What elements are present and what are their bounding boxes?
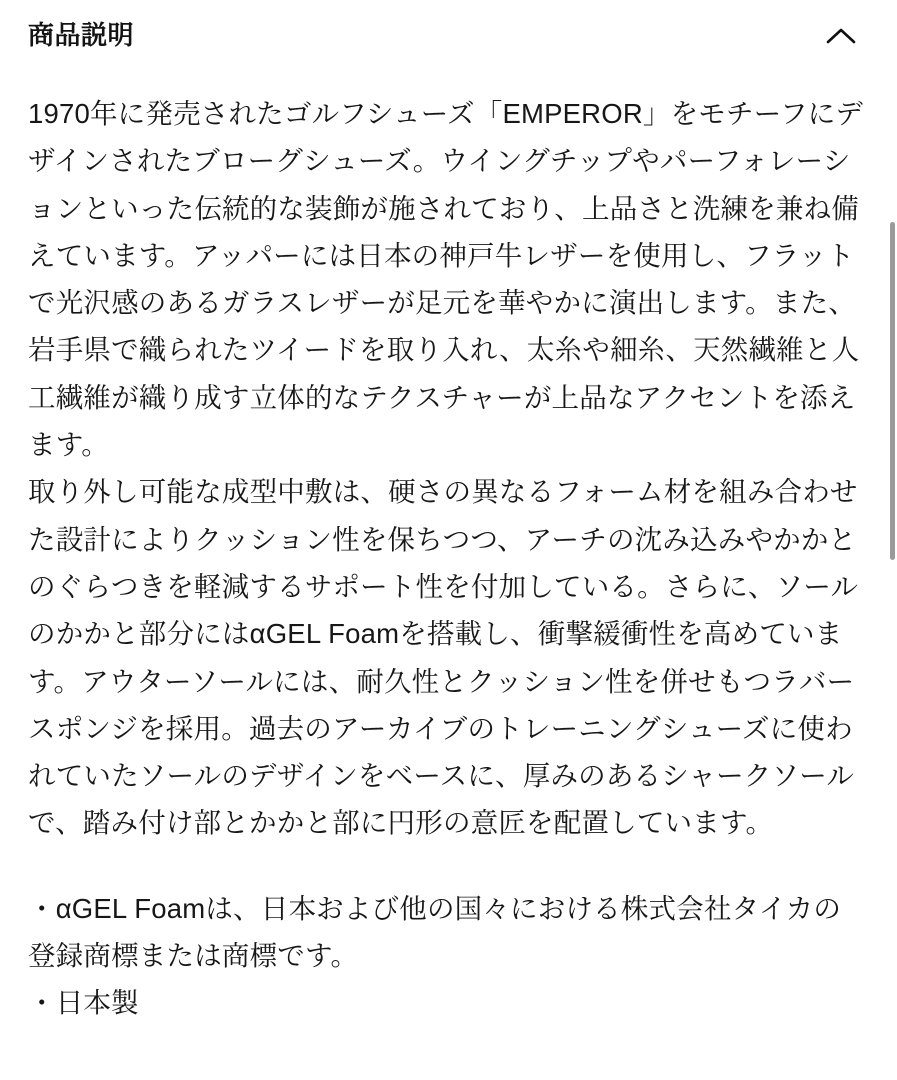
list-item: ・日本製 (28, 987, 139, 1019)
list-item: ・αGEL Foamは、日本および他の国々における株式会社タイカの登録商標または商標です。 (28, 892, 842, 972)
chevron-up-icon (826, 27, 856, 45)
collapse-section-button[interactable] (819, 14, 863, 58)
description-notes-list (28, 885, 867, 1027)
description-paragraph: 取り外し可能な成型中敷は、硬さの異なるフォーム材を組み合わせた設計によりクッション性を保ちつつ、アーチの沈み込みやかかとのぐらつきを軽減するサポート性を付加している。さらに、ソールのかかと部分にはαGEL Foamを搭載し、衝撃緩衝性を高めています。アウターソールには、耐久性とクッション性を併せもつラバースポンジを採用。過去のアーカイブのトレーニングシューズに使われていたソールのデザインをベースに、厚みのあるシャークソールで、踏み付け部とかかと部に円形の意匠を配置しています。 (28, 476, 859, 839)
description-paragraph: 1970年に発売されたゴルフシューズ「EMPEROR」をモチーフにデザインされたブローグシューズ。ウイングチップやパーフォレーションといった伝統的な装飾が施されており、上品さと洗練を兼ね備えています。アッパーには日本の神戸牛レザーを使用し、フラットで光沢感のあるガラスレザーが足元を華やかに演出します。また、岩手県で織られたツイードを取り入れ、太糸や細糸、天然繊維と人工繊維が織り成す立体的なテクスチャーが上品なアクセントを添えます。 (28, 98, 864, 461)
scrollbar[interactable] (889, 0, 897, 1080)
section-header[interactable] (28, 0, 867, 64)
scrollbar-thumb[interactable] (890, 222, 895, 560)
page-title: 商品説明 (28, 20, 135, 51)
description-body (28, 90, 867, 1027)
paragraph-spacer (28, 847, 867, 885)
